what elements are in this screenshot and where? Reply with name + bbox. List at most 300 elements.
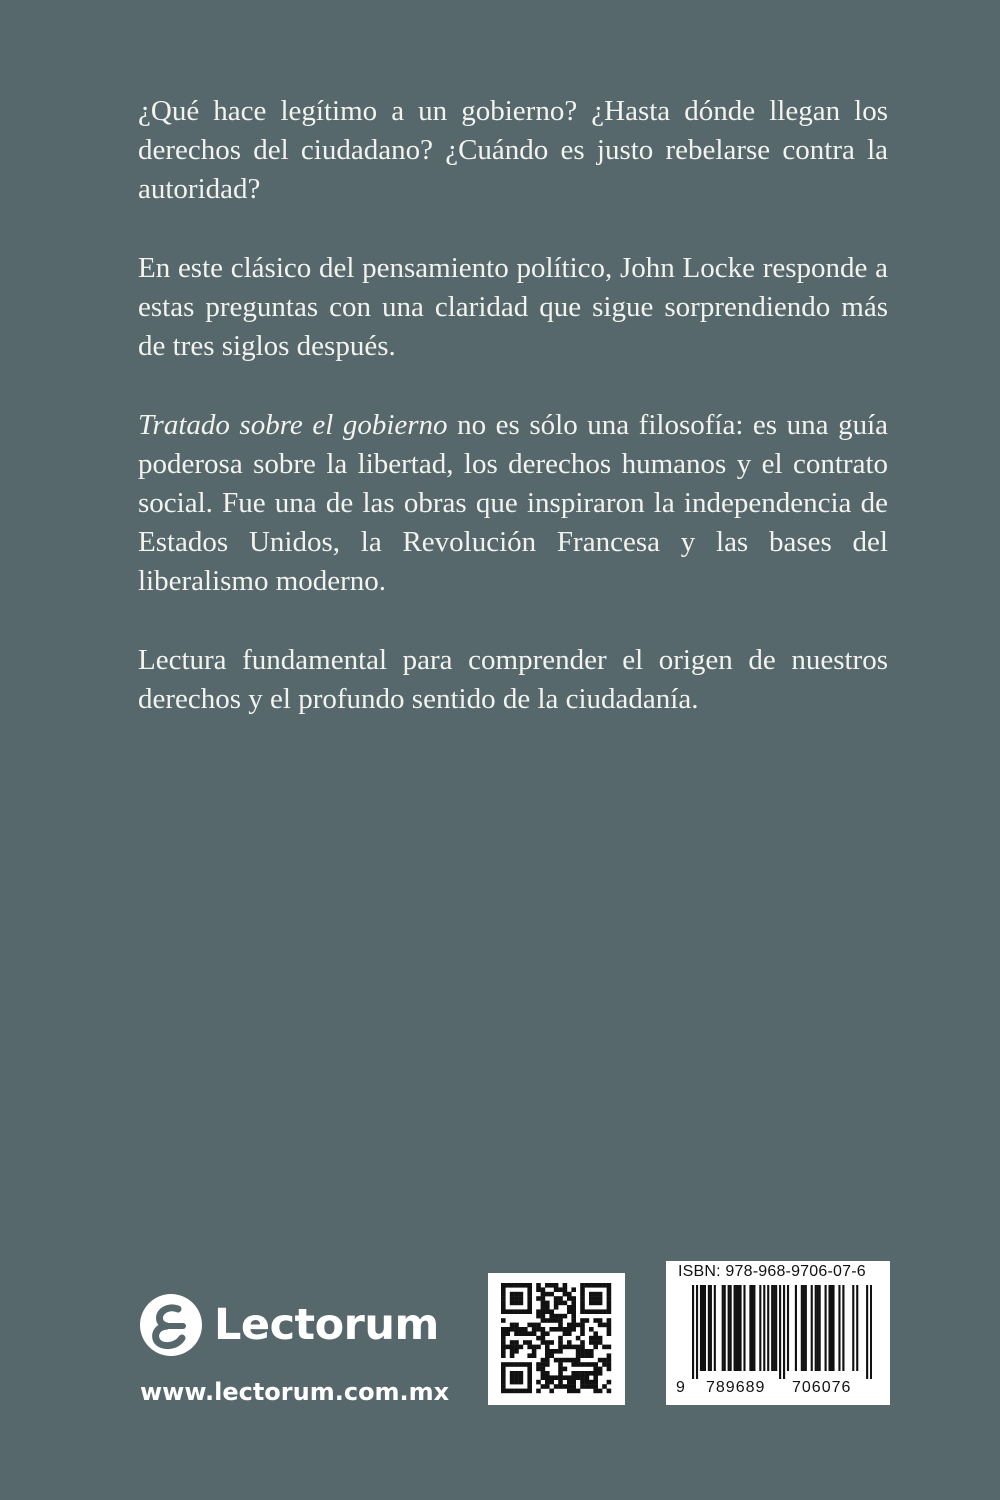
qr-module bbox=[585, 1380, 590, 1385]
barcode-bar bbox=[710, 1285, 712, 1371]
qr-module bbox=[541, 1287, 546, 1292]
qr-module bbox=[549, 1292, 554, 1297]
qr-module bbox=[598, 1340, 603, 1345]
qr-module bbox=[510, 1349, 515, 1354]
qr-module bbox=[607, 1318, 612, 1323]
barcode-digits-left: 789689 bbox=[706, 1379, 766, 1396]
blurb-paragraph-3 bbox=[138, 406, 888, 601]
qr-module bbox=[571, 1305, 576, 1310]
qr-module bbox=[576, 1371, 581, 1376]
qr-module bbox=[593, 1309, 598, 1314]
qr-module bbox=[527, 1353, 532, 1358]
qr-module bbox=[567, 1340, 572, 1345]
barcode-bar bbox=[779, 1285, 781, 1379]
qr-module bbox=[514, 1375, 519, 1380]
qr-module bbox=[607, 1283, 612, 1288]
qr-module bbox=[602, 1345, 607, 1350]
blurb-paragraph-3-text: no es sólo una filosofía: es una guía poderosa sobre la libertad, los derechos humanos y el contrato social. Fue una de las obras que inspiraron la independencia de Estados Unidos, la Revolución Francesa y las bases del liberalismo moderno. bbox=[138, 409, 888, 597]
qr-module bbox=[589, 1371, 594, 1376]
barcode-bar bbox=[817, 1285, 819, 1371]
qr-module bbox=[501, 1375, 506, 1380]
qr-module bbox=[536, 1345, 541, 1350]
qr-module bbox=[580, 1345, 585, 1350]
barcode-bar bbox=[728, 1285, 730, 1371]
barcode-bar bbox=[832, 1285, 834, 1371]
qr-module bbox=[558, 1384, 563, 1389]
isbn-label: ISBN: 978-968-9706-07-6 bbox=[678, 1263, 866, 1280]
barcode-bar bbox=[805, 1285, 807, 1371]
qr-module bbox=[519, 1296, 524, 1301]
qr-module bbox=[580, 1380, 585, 1385]
qr-module bbox=[501, 1292, 506, 1297]
qr-module bbox=[571, 1362, 576, 1367]
barcode-bar bbox=[801, 1285, 803, 1371]
publisher-name: Lectorum bbox=[214, 1300, 439, 1350]
qr-module bbox=[510, 1340, 515, 1345]
barcode-bar bbox=[763, 1285, 765, 1371]
barcode-digits-right: 706076 bbox=[792, 1379, 852, 1396]
qr-module bbox=[554, 1287, 559, 1292]
qr-module bbox=[576, 1323, 581, 1328]
qr-module bbox=[589, 1340, 594, 1345]
qr-module bbox=[593, 1340, 598, 1345]
qr-module bbox=[580, 1384, 585, 1389]
qr-module bbox=[510, 1353, 515, 1358]
barcode-bar bbox=[828, 1285, 830, 1371]
qr-module bbox=[571, 1309, 576, 1314]
qr-module bbox=[541, 1358, 546, 1363]
qr-module bbox=[519, 1292, 524, 1297]
qr-module bbox=[545, 1292, 550, 1297]
qr-module bbox=[545, 1305, 550, 1310]
qr-module bbox=[501, 1389, 506, 1394]
qr-module bbox=[576, 1336, 581, 1341]
lectorum-logo-icon bbox=[138, 1292, 204, 1358]
qr-module bbox=[571, 1323, 576, 1328]
qr-module bbox=[580, 1323, 585, 1328]
qr-module bbox=[580, 1283, 585, 1288]
qr-module bbox=[558, 1296, 563, 1301]
qr-module bbox=[523, 1309, 528, 1314]
qr-module bbox=[549, 1353, 554, 1358]
qr-module bbox=[602, 1384, 607, 1389]
qr-module bbox=[519, 1345, 524, 1350]
qr-module bbox=[549, 1349, 554, 1354]
qr-module bbox=[576, 1362, 581, 1367]
qr-module bbox=[541, 1371, 546, 1376]
qr-module bbox=[523, 1389, 528, 1394]
qr-module bbox=[519, 1380, 524, 1385]
qr-module bbox=[545, 1318, 550, 1323]
qr-module bbox=[585, 1283, 590, 1288]
qr-module bbox=[580, 1375, 585, 1380]
qr-module bbox=[580, 1296, 585, 1301]
qr-module bbox=[545, 1362, 550, 1367]
barcode-bar bbox=[753, 1285, 755, 1371]
qr-module bbox=[593, 1331, 598, 1336]
qr-module bbox=[545, 1358, 550, 1363]
barcode-bar bbox=[866, 1285, 868, 1379]
qr-module bbox=[532, 1353, 537, 1358]
qr-module bbox=[563, 1301, 568, 1306]
qr-module bbox=[554, 1384, 559, 1389]
barcode-bar bbox=[743, 1285, 745, 1371]
qr-module bbox=[536, 1367, 541, 1372]
qr-module bbox=[589, 1384, 594, 1389]
qr-module bbox=[527, 1309, 532, 1314]
qr-module bbox=[514, 1292, 519, 1297]
qr-module bbox=[589, 1349, 594, 1354]
qr-module bbox=[514, 1301, 519, 1306]
barcode-bar bbox=[730, 1285, 732, 1371]
qr-module bbox=[527, 1380, 532, 1385]
qr-module bbox=[549, 1318, 554, 1323]
qr-module bbox=[607, 1292, 612, 1297]
qr-module bbox=[567, 1389, 572, 1394]
barcode-bar bbox=[787, 1285, 789, 1371]
qr-module bbox=[532, 1345, 537, 1350]
qr-module bbox=[558, 1367, 563, 1372]
qr-module bbox=[589, 1336, 594, 1341]
qr-module bbox=[549, 1283, 554, 1288]
qr-module bbox=[567, 1309, 572, 1314]
barcode-bar bbox=[842, 1285, 844, 1371]
qr-module bbox=[593, 1384, 598, 1389]
qr-module bbox=[501, 1345, 506, 1350]
barcode-bar bbox=[759, 1285, 761, 1371]
qr-module bbox=[532, 1349, 537, 1354]
qr-module bbox=[514, 1323, 519, 1328]
barcode-bar bbox=[702, 1285, 704, 1371]
barcode-bar bbox=[825, 1285, 827, 1371]
qr-module bbox=[501, 1380, 506, 1385]
isbn-barcode bbox=[666, 1261, 890, 1405]
qr-module bbox=[541, 1362, 546, 1367]
qr-module bbox=[567, 1375, 572, 1380]
qr-module bbox=[514, 1331, 519, 1336]
barcode-bar bbox=[803, 1285, 805, 1371]
qr-module bbox=[519, 1389, 524, 1394]
barcode-bar bbox=[722, 1285, 724, 1371]
qr-module bbox=[580, 1362, 585, 1367]
barcode-bar bbox=[739, 1285, 741, 1371]
qr-module bbox=[554, 1314, 559, 1319]
qr-module bbox=[501, 1384, 506, 1389]
qr-module bbox=[558, 1349, 563, 1354]
barcode-digit-first: 9 bbox=[676, 1379, 686, 1396]
qr-module bbox=[514, 1349, 519, 1354]
qr-module bbox=[558, 1345, 563, 1350]
qr-module bbox=[558, 1314, 563, 1319]
qr-module bbox=[514, 1327, 519, 1332]
qr-module bbox=[545, 1283, 550, 1288]
barcode-bar bbox=[714, 1285, 716, 1371]
qr-module bbox=[576, 1353, 581, 1358]
qr-module bbox=[607, 1287, 612, 1292]
qr-module bbox=[567, 1345, 572, 1350]
qr-module bbox=[554, 1349, 559, 1354]
qr-module bbox=[598, 1389, 603, 1394]
qr-module bbox=[567, 1323, 572, 1328]
qr-module bbox=[598, 1283, 603, 1288]
qr-module bbox=[567, 1384, 572, 1389]
qr-module bbox=[571, 1345, 576, 1350]
qr-module bbox=[514, 1283, 519, 1288]
qr-module bbox=[567, 1358, 572, 1363]
qr-module bbox=[567, 1327, 572, 1332]
qr-module bbox=[563, 1367, 568, 1372]
qr-module bbox=[549, 1380, 554, 1385]
qr-module bbox=[527, 1389, 532, 1394]
qr-module bbox=[541, 1327, 546, 1332]
qr-module bbox=[563, 1375, 568, 1380]
qr-module bbox=[607, 1345, 612, 1350]
qr-module bbox=[576, 1389, 581, 1394]
qr-module bbox=[536, 1389, 541, 1394]
qr-module bbox=[527, 1292, 532, 1297]
qr-module bbox=[607, 1380, 612, 1385]
qr-module bbox=[514, 1371, 519, 1376]
qr-module bbox=[519, 1362, 524, 1367]
qr-module bbox=[514, 1340, 519, 1345]
qr-module bbox=[519, 1375, 524, 1380]
barcode-bar bbox=[737, 1285, 739, 1371]
qr-module bbox=[598, 1301, 603, 1306]
qr-module bbox=[580, 1305, 585, 1310]
qr-module bbox=[510, 1292, 515, 1297]
barcode-icon bbox=[692, 1285, 872, 1379]
qr-module bbox=[527, 1283, 532, 1288]
qr-module bbox=[593, 1301, 598, 1306]
qr-module bbox=[558, 1375, 563, 1380]
qr-module bbox=[501, 1367, 506, 1372]
qr-module bbox=[607, 1309, 612, 1314]
qr-module bbox=[598, 1292, 603, 1297]
qr-module bbox=[501, 1309, 506, 1314]
qr-module bbox=[514, 1380, 519, 1385]
qr-module bbox=[589, 1309, 594, 1314]
qr-module bbox=[563, 1292, 568, 1297]
qr-module bbox=[571, 1380, 576, 1385]
qr-module bbox=[571, 1301, 576, 1306]
barcode-bar bbox=[696, 1285, 698, 1379]
qr-module bbox=[567, 1296, 572, 1301]
qr-module bbox=[571, 1358, 576, 1363]
barcode-bar bbox=[749, 1285, 751, 1371]
qr-module bbox=[536, 1336, 541, 1341]
qr-module bbox=[554, 1296, 559, 1301]
qr-module bbox=[602, 1309, 607, 1314]
qr-module bbox=[598, 1309, 603, 1314]
qr-module bbox=[554, 1305, 559, 1310]
qr-module bbox=[527, 1371, 532, 1376]
qr-module bbox=[501, 1296, 506, 1301]
qr-module bbox=[580, 1349, 585, 1354]
qr-module bbox=[510, 1283, 515, 1288]
qr-module bbox=[549, 1340, 554, 1345]
qr-module bbox=[501, 1336, 506, 1341]
qr-module bbox=[607, 1389, 612, 1394]
qr-module bbox=[607, 1362, 612, 1367]
qr-module bbox=[527, 1296, 532, 1301]
qr-module bbox=[580, 1287, 585, 1292]
qr-module bbox=[545, 1345, 550, 1350]
barcode-bar bbox=[734, 1285, 736, 1371]
qr-module bbox=[501, 1327, 506, 1332]
qr-module bbox=[545, 1371, 550, 1376]
barcode-bar bbox=[870, 1285, 872, 1379]
qr-module bbox=[514, 1296, 519, 1301]
qr-module bbox=[558, 1362, 563, 1367]
qr-module bbox=[580, 1331, 585, 1336]
qr-module bbox=[563, 1327, 568, 1332]
qr-module bbox=[571, 1389, 576, 1394]
qr-module bbox=[593, 1296, 598, 1301]
qr-module bbox=[602, 1362, 607, 1367]
qr-code[interactable] bbox=[488, 1273, 625, 1405]
qr-module bbox=[527, 1384, 532, 1389]
qr-module bbox=[541, 1309, 546, 1314]
qr-module bbox=[571, 1375, 576, 1380]
qr-module bbox=[563, 1283, 568, 1288]
qr-module bbox=[571, 1371, 576, 1376]
qr-module bbox=[510, 1323, 515, 1328]
qr-module bbox=[501, 1287, 506, 1292]
qr-module bbox=[558, 1380, 563, 1385]
qr-module bbox=[607, 1331, 612, 1336]
barcode-bar bbox=[773, 1285, 775, 1371]
qr-module bbox=[563, 1345, 568, 1350]
qr-module bbox=[510, 1309, 515, 1314]
qr-module bbox=[607, 1305, 612, 1310]
qr-module bbox=[501, 1301, 506, 1306]
qr-module bbox=[593, 1318, 598, 1323]
qr-module bbox=[545, 1301, 550, 1306]
qr-module bbox=[514, 1362, 519, 1367]
qr-module bbox=[545, 1331, 550, 1336]
qr-module bbox=[536, 1380, 541, 1385]
qr-module bbox=[585, 1371, 590, 1376]
qr-module bbox=[501, 1305, 506, 1310]
qr-module bbox=[501, 1283, 506, 1288]
qr-module bbox=[501, 1371, 506, 1376]
qr-module bbox=[589, 1292, 594, 1297]
qr-module bbox=[589, 1283, 594, 1288]
qr-module bbox=[580, 1327, 585, 1332]
qr-module bbox=[510, 1296, 515, 1301]
qr-module bbox=[505, 1283, 510, 1288]
blurb-paragraph-1: ¿Qué hace legítimo a un gobierno? ¿Hasta dónde llegan los derechos del ciudadano? ¿Cuándo es justo rebelarse contra la autoridad? bbox=[138, 95, 888, 205]
qr-module bbox=[505, 1362, 510, 1367]
qr-module bbox=[571, 1314, 576, 1319]
qr-module bbox=[541, 1296, 546, 1301]
qr-module bbox=[563, 1358, 568, 1363]
qr-module bbox=[580, 1353, 585, 1358]
qr-module bbox=[501, 1362, 506, 1367]
qr-module bbox=[505, 1389, 510, 1394]
qr-module bbox=[554, 1318, 559, 1323]
qr-module bbox=[510, 1371, 515, 1376]
qr-module bbox=[593, 1375, 598, 1380]
qr-code-icon bbox=[488, 1273, 625, 1405]
barcode-bar bbox=[704, 1285, 706, 1371]
qr-module bbox=[576, 1349, 581, 1354]
qr-module bbox=[510, 1362, 515, 1367]
qr-module bbox=[602, 1358, 607, 1363]
publisher-website[interactable]: www.lectorum.com.mx bbox=[140, 1378, 450, 1406]
qr-module bbox=[554, 1301, 559, 1306]
qr-module bbox=[541, 1384, 546, 1389]
qr-module bbox=[541, 1301, 546, 1306]
qr-module bbox=[501, 1340, 506, 1345]
qr-module bbox=[545, 1353, 550, 1358]
qr-module bbox=[523, 1327, 528, 1332]
barcode-bar bbox=[783, 1285, 785, 1379]
qr-module bbox=[567, 1292, 572, 1297]
barcode-bar bbox=[700, 1285, 702, 1371]
qr-module bbox=[593, 1292, 598, 1297]
qr-module bbox=[549, 1309, 554, 1314]
qr-module bbox=[558, 1358, 563, 1363]
qr-module bbox=[519, 1327, 524, 1332]
qr-module bbox=[505, 1309, 510, 1314]
barcode-bar bbox=[771, 1285, 773, 1371]
qr-module bbox=[541, 1336, 546, 1341]
barcode-bar bbox=[856, 1285, 858, 1371]
qr-module bbox=[580, 1309, 585, 1314]
qr-module bbox=[554, 1358, 559, 1363]
qr-module bbox=[585, 1318, 590, 1323]
barcode-bar bbox=[838, 1285, 840, 1371]
qr-module bbox=[532, 1331, 537, 1336]
qr-module bbox=[541, 1314, 546, 1319]
qr-module bbox=[607, 1358, 612, 1363]
barcode-bar bbox=[708, 1285, 710, 1371]
qr-module bbox=[593, 1380, 598, 1385]
qr-module bbox=[589, 1301, 594, 1306]
qr-module bbox=[589, 1327, 594, 1332]
qr-module bbox=[607, 1353, 612, 1358]
qr-module bbox=[558, 1318, 563, 1323]
qr-module bbox=[607, 1367, 612, 1372]
qr-module bbox=[598, 1336, 603, 1341]
qr-module bbox=[554, 1327, 559, 1332]
qr-module bbox=[558, 1301, 563, 1306]
qr-module bbox=[602, 1323, 607, 1328]
book-title: Tratado sobre el gobierno bbox=[138, 409, 448, 441]
qr-module bbox=[571, 1384, 576, 1389]
blurb-paragraph-4: Lectura fundamental para comprender el origen de nuestros derechos y el profundo sentido de la ciudadanía. bbox=[138, 644, 888, 715]
qr-module bbox=[545, 1380, 550, 1385]
qr-module bbox=[545, 1375, 550, 1380]
qr-module bbox=[510, 1301, 515, 1306]
qr-module bbox=[549, 1314, 554, 1319]
qr-module bbox=[593, 1283, 598, 1288]
qr-module bbox=[545, 1349, 550, 1354]
qr-module bbox=[519, 1301, 524, 1306]
qr-module bbox=[567, 1331, 572, 1336]
qr-module bbox=[558, 1336, 563, 1341]
qr-module bbox=[501, 1318, 506, 1323]
qr-module bbox=[563, 1331, 568, 1336]
qr-module bbox=[558, 1371, 563, 1376]
qr-module bbox=[585, 1384, 590, 1389]
qr-module bbox=[589, 1362, 594, 1367]
qr-module bbox=[510, 1389, 515, 1394]
qr-module bbox=[545, 1309, 550, 1314]
qr-module bbox=[501, 1353, 506, 1358]
qr-module bbox=[580, 1301, 585, 1306]
